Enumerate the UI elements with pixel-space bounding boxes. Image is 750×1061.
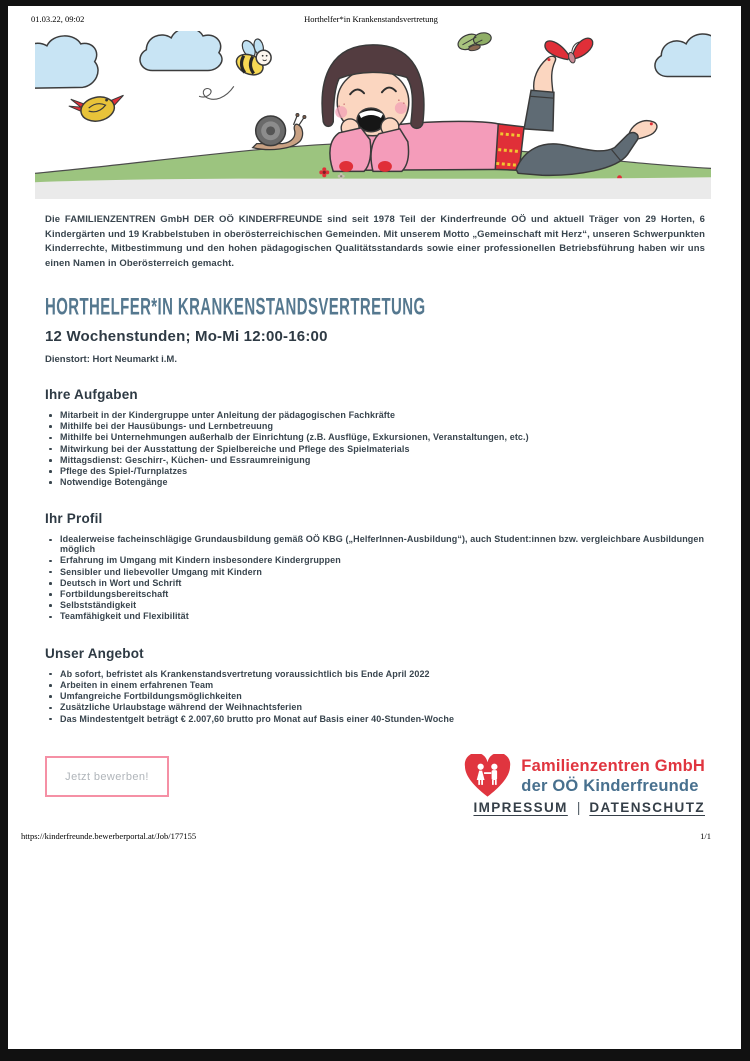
intro-paragraph: Die FAMILIENZENTREN GmbH DER OÖ KINDERFREUNDE sind seit 1978 Teil der Kinderfreunde OÖ und aktuell Träger von 29 Horten, 6 Kindergärten und 19 Krabbelstuben in oberösterreichischen Gemeinden. Mit unserem Motto „Gemeinschaft mit Herz“, unseren Schwerpunkten Kinderrechte, Mitbestimmung und den hohen pädagogischen Qualitätsstandards sowie einer professionellen Betriebsführung haben wir uns einen Namen in Oberösterreich gemacht. (45, 214, 705, 270)
banner-illustration (35, 31, 711, 199)
girl-illustration (322, 45, 657, 176)
list-item: Mitwirkung bei der Ausstattung der Spielbereiche und Pflege des Spielmaterials (45, 445, 705, 455)
illustration-svg (35, 31, 711, 199)
bullet-list (45, 670, 705, 725)
list-item: Mitarbeit in der Kindergruppe unter Anleitung der pädagogischen Fachkräfte (45, 411, 705, 421)
list-item: Umfangreiche Fortbildungsmöglichkeiten (45, 692, 705, 702)
job-location: Dienstort: Hort Neumarkt i.M. (45, 353, 177, 365)
section-heading: Unser Angebot (45, 645, 144, 661)
apply-row (45, 754, 705, 800)
section-heading: Ihre Aufgaben (45, 386, 138, 402)
list-item: Zusätzliche Urlaubstage während der Weihnachtsferien (45, 703, 705, 713)
logo-line2: der OÖ Kinderfreunde (521, 776, 699, 795)
print-url: https://kinderfreunde.bewerberportal.at/Job/177155 (21, 830, 197, 841)
page-title: HORTHELFER*IN KRANKENSTANDSVERTRETUNG (45, 292, 426, 320)
list-item: Idealerweise facheinschlägige Grundausbildung gemäß OÖ KBG („HelferInnen-Ausbildung“), auch Student:innen bzw. vergleichbare Ausbildungen möglich (45, 535, 705, 554)
butterfly-green-icon (456, 31, 493, 52)
section-heading: Ihr Profil (45, 511, 103, 527)
bird-icon (69, 94, 124, 124)
list-item: Deutsch in Wort und Schrift (45, 579, 705, 589)
bullet-list (45, 411, 705, 488)
heart-logo-icon (463, 754, 512, 800)
list-item: Das Mindestentgelt beträgt € 2.007,60 brutto pro Monat auf Basis einer 40-Stunden-Woche (45, 715, 705, 725)
bullet-list (45, 535, 705, 622)
job-posting-content (31, 199, 711, 831)
list-item: Ab sofort, befristet als Krankenstandsvertretung voraussichtlich bis Ende April 2022 (45, 670, 705, 680)
list-item: Pflege des Spiel-/Turnplatzes (45, 467, 705, 477)
print-datetime: 01.03.22, 09:02 (31, 14, 85, 24)
list-item: Selbstständigkeit (45, 601, 705, 611)
apply-button[interactable]: Jetzt bewerben! (45, 756, 169, 797)
path-strip (35, 177, 711, 199)
impressum-link[interactable]: IMPRESSUM (473, 799, 568, 815)
list-item: Arbeiten in einem erfahrenen Team (45, 681, 705, 691)
job-hours: 12 Wochenstunden; Mo-Mi 12:00-16:00 (45, 327, 328, 345)
list-item: Mittagsdienst: Geschirr-, Küchen- und Essraumreinigung (45, 456, 705, 466)
list-item: Mithilfe bei der Hausübungs- und Lernbetreuung (45, 422, 705, 432)
logo-line1: Familienzentren GmbH (521, 757, 705, 776)
section-profil (45, 511, 705, 623)
list-item: Fortbildungsbereitschaft (45, 590, 705, 600)
list-item: Erfahrung im Umgang mit Kindern insbesondere Kindergruppen (45, 556, 705, 566)
print-header (31, 14, 711, 26)
logo-text (521, 757, 705, 796)
list-item: Teamfähigkeit und Flexibilität (45, 612, 705, 622)
list-item: Mithilfe bei Unternehmungen außerhalb der Einrichtung (z.B. Ausflüge, Exkursionen, Veranstaltungen, etc.) (45, 433, 705, 443)
list-item: Sensibler und liebevoller Umgang mit Kindern (45, 568, 705, 578)
link-separator: | (576, 799, 581, 815)
print-footer (21, 831, 711, 841)
company-logo (463, 754, 705, 800)
page-number: 1/1 (700, 830, 711, 841)
legal-links (473, 800, 705, 815)
snail-icon (253, 113, 306, 149)
print-title: Horthelfer*in Krankenstandsvertretung (304, 14, 438, 24)
datenschutz-link[interactable]: DATENSCHUTZ (589, 799, 705, 815)
document-page (8, 6, 741, 1049)
list-item: Notwendige Botengänge (45, 478, 705, 488)
section-aufgaben (45, 387, 705, 490)
section-angebot (45, 646, 705, 726)
